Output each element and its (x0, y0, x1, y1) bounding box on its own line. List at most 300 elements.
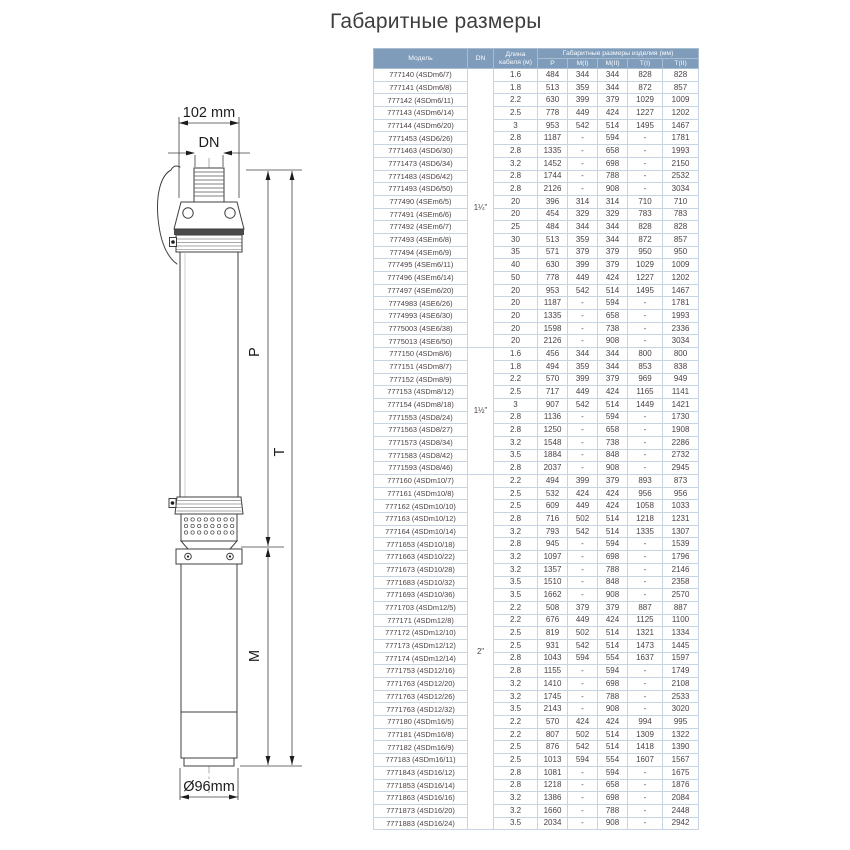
model-cell: 777174 (4SDm12/14) (374, 652, 468, 665)
value-cell: - (628, 678, 663, 691)
table-row (374, 665, 699, 678)
table-row (374, 411, 699, 424)
value-cell: 1218 (538, 779, 568, 792)
value-cell: 2037 (538, 462, 568, 475)
model-cell: 7771753 (4SD12/16) (374, 665, 468, 678)
value-cell: 908 (598, 183, 628, 196)
value-cell: 379 (598, 246, 628, 259)
column-header-dimensions-group: Габаритные размеры изделия (мм) (538, 49, 699, 59)
intake-screen (181, 514, 237, 541)
dn-cell: 2" (468, 475, 494, 830)
value-cell: 658 (598, 145, 628, 158)
table-header (374, 49, 699, 69)
value-cell: 630 (538, 94, 568, 107)
value-cell: 1009 (663, 259, 699, 272)
value-cell: 1335 (628, 525, 663, 538)
value-cell: - (568, 145, 598, 158)
model-cell: 777160 (4SDm10/7) (374, 475, 468, 488)
table-row (374, 563, 699, 576)
value-cell: 931 (538, 639, 568, 652)
lifting-ear-hole-left (183, 208, 193, 218)
value-cell: 950 (663, 246, 699, 259)
model-cell: 7771693 (4SD10/36) (374, 589, 468, 602)
table-row (374, 398, 699, 411)
value-cell: 3.2 (494, 157, 538, 170)
value-cell: 828 (663, 69, 699, 82)
model-cell: 7774993 (4SE6/30) (374, 310, 468, 323)
value-cell: 50 (494, 272, 538, 285)
model-cell: 777496 (4SEm6/14) (374, 272, 468, 285)
table-row (374, 754, 699, 767)
value-cell: 908 (598, 817, 628, 830)
model-cell: 777495 (4SEm6/11) (374, 259, 468, 272)
value-cell: - (568, 665, 598, 678)
value-cell: 1.8 (494, 360, 538, 373)
value-cell: 887 (628, 601, 663, 614)
value-cell: 3.2 (494, 436, 538, 449)
value-cell: 1058 (628, 500, 663, 513)
value-cell: 908 (598, 335, 628, 348)
value-cell: 20 (494, 335, 538, 348)
dim-label-m: M (247, 649, 263, 663)
value-cell: 502 (568, 513, 598, 526)
value-cell: 2.5 (494, 741, 538, 754)
value-cell: 3 (494, 398, 538, 411)
value-cell: 314 (598, 195, 628, 208)
table-row (374, 678, 699, 691)
value-cell: 2.8 (494, 652, 538, 665)
value-cell: 2945 (663, 462, 699, 475)
dim-label-diameter: Ø96mm (183, 779, 235, 795)
table-row (374, 424, 699, 437)
value-cell: - (628, 335, 663, 348)
value-cell: 2.5 (494, 627, 538, 640)
value-cell: 630 (538, 259, 568, 272)
value-cell: 424 (598, 386, 628, 399)
value-cell: - (628, 183, 663, 196)
value-cell: 1136 (538, 411, 568, 424)
value-cell: 1993 (663, 310, 699, 323)
value-cell: - (628, 804, 663, 817)
value-cell: 887 (663, 601, 699, 614)
value-cell: 396 (538, 195, 568, 208)
value-cell: 828 (628, 221, 663, 234)
value-cell: 344 (568, 221, 598, 234)
value-cell: 676 (538, 614, 568, 627)
value-cell: 514 (598, 398, 628, 411)
value-cell: - (568, 779, 598, 792)
table-row (374, 259, 699, 272)
column-header-p: P (538, 59, 568, 69)
value-cell: 2.8 (494, 513, 538, 526)
value-cell: 828 (628, 69, 663, 82)
value-cell: - (628, 766, 663, 779)
value-cell: 956 (663, 487, 699, 500)
value-cell: - (568, 678, 598, 691)
value-cell: 1307 (663, 525, 699, 538)
model-cell: 7771763 (4SD12/20) (374, 678, 468, 691)
value-cell: - (568, 589, 598, 602)
table-row (374, 703, 699, 716)
value-cell: - (568, 411, 598, 424)
value-cell: 2286 (663, 436, 699, 449)
table-row (374, 766, 699, 779)
value-cell: 1335 (538, 145, 568, 158)
table-row (374, 475, 699, 488)
value-cell: 872 (628, 233, 663, 246)
value-cell: 2942 (663, 817, 699, 830)
model-cell: 7771863 (4SD16/16) (374, 792, 468, 805)
value-cell: - (568, 703, 598, 716)
value-cell: 379 (598, 601, 628, 614)
table-row (374, 157, 699, 170)
table-row (374, 373, 699, 386)
model-cell: 7771453 (4SD6/26) (374, 132, 468, 145)
value-cell: 1418 (628, 741, 663, 754)
column-header-ti: T(I) (628, 59, 663, 69)
table-row (374, 627, 699, 640)
value-cell: - (628, 449, 663, 462)
value-cell: 3034 (663, 335, 699, 348)
lifting-ear-hole-right (225, 208, 235, 218)
value-cell: 3.2 (494, 792, 538, 805)
table-row (374, 322, 699, 335)
table-row (374, 487, 699, 500)
value-cell: 1357 (538, 563, 568, 576)
value-cell: 344 (568, 69, 598, 82)
value-cell: - (628, 589, 663, 602)
dimensions-table (373, 48, 699, 830)
value-cell: 1202 (663, 107, 699, 120)
value-cell: 1321 (628, 627, 663, 640)
value-cell: 783 (628, 208, 663, 221)
table-row (374, 183, 699, 196)
value-cell: 609 (538, 500, 568, 513)
value-cell: 542 (568, 525, 598, 538)
value-cell: 1227 (628, 107, 663, 120)
value-cell: 783 (663, 208, 699, 221)
value-cell: 344 (598, 348, 628, 361)
value-cell: 3.2 (494, 678, 538, 691)
value-cell: - (568, 436, 598, 449)
value-cell: 329 (598, 208, 628, 221)
value-cell: 1495 (628, 284, 663, 297)
value-cell: 40 (494, 259, 538, 272)
value-cell: 399 (568, 94, 598, 107)
value-cell: 1187 (538, 297, 568, 310)
value-cell: 1165 (628, 386, 663, 399)
value-cell: 1473 (628, 639, 663, 652)
value-cell: 1548 (538, 436, 568, 449)
value-cell: 513 (538, 233, 568, 246)
value-cell: 2.8 (494, 665, 538, 678)
dim-label-p: P (247, 347, 263, 357)
value-cell: 2.5 (494, 500, 538, 513)
value-cell: 788 (598, 804, 628, 817)
model-cell: 777163 (4SDm10/12) (374, 513, 468, 526)
value-cell: 570 (538, 373, 568, 386)
value-cell: - (628, 779, 663, 792)
value-cell: 2448 (663, 804, 699, 817)
value-cell: 2.5 (494, 386, 538, 399)
value-cell: 2126 (538, 335, 568, 348)
value-cell: 424 (598, 716, 628, 729)
value-cell: 20 (494, 310, 538, 323)
value-cell: - (568, 817, 598, 830)
value-cell: 514 (598, 284, 628, 297)
value-cell: 2570 (663, 589, 699, 602)
value-cell: 2.8 (494, 145, 538, 158)
motor-bottom-cap (184, 758, 234, 766)
value-cell: 508 (538, 601, 568, 614)
value-cell: - (628, 551, 663, 564)
model-cell: 7775003 (4SE6/38) (374, 322, 468, 335)
value-cell: 2.2 (494, 475, 538, 488)
value-cell: 1884 (538, 449, 568, 462)
dn-cell: 1¼" (468, 69, 494, 348)
table-row (374, 817, 699, 830)
model-cell: 7771673 (4SD10/28) (374, 563, 468, 576)
value-cell: 359 (568, 233, 598, 246)
value-cell: 424 (598, 487, 628, 500)
value-cell: 1607 (628, 754, 663, 767)
value-cell: 956 (628, 487, 663, 500)
value-cell: - (628, 462, 663, 475)
value-cell: 1796 (663, 551, 699, 564)
value-cell: 424 (598, 272, 628, 285)
value-cell: 542 (568, 119, 598, 132)
value-cell: 399 (568, 259, 598, 272)
value-cell: 1390 (663, 741, 699, 754)
model-cell: 7771553 (4SD8/24) (374, 411, 468, 424)
value-cell: 3.2 (494, 804, 538, 817)
value-cell: 456 (538, 348, 568, 361)
model-cell: 7771683 (4SD10/32) (374, 576, 468, 589)
value-cell: 359 (568, 360, 598, 373)
value-cell: 3.2 (494, 525, 538, 538)
value-cell: 484 (538, 69, 568, 82)
model-cell: 777493 (4SEm6/8) (374, 233, 468, 246)
value-cell: 995 (663, 716, 699, 729)
value-cell: 658 (598, 424, 628, 437)
value-cell: 893 (628, 475, 663, 488)
value-cell: 1218 (628, 513, 663, 526)
table-row (374, 525, 699, 538)
model-cell: 7771493 (4SD6/50) (374, 183, 468, 196)
value-cell: 1539 (663, 538, 699, 551)
table-row (374, 741, 699, 754)
table-row (374, 551, 699, 564)
value-cell: 1598 (538, 322, 568, 335)
value-cell: 2108 (663, 678, 699, 691)
value-cell: 3 (494, 119, 538, 132)
value-cell: - (568, 766, 598, 779)
value-cell: 494 (538, 475, 568, 488)
value-cell: 20 (494, 284, 538, 297)
model-cell: 777171 (4SDm12/8) (374, 614, 468, 627)
table-row (374, 284, 699, 297)
value-cell: 449 (568, 500, 598, 513)
value-cell: - (568, 804, 598, 817)
value-cell: - (568, 792, 598, 805)
value-cell: - (628, 576, 663, 589)
table-row (374, 195, 699, 208)
value-cell: - (628, 411, 663, 424)
value-cell: 454 (538, 208, 568, 221)
table-row (374, 272, 699, 285)
table-row (374, 348, 699, 361)
value-cell: 1043 (538, 652, 568, 665)
model-cell: 7771473 (4SD6/34) (374, 157, 468, 170)
model-cell: 777492 (4SEm6/7) (374, 221, 468, 234)
value-cell: - (568, 322, 598, 335)
value-cell: 344 (598, 69, 628, 82)
model-cell: 777491 (4SEm6/6) (374, 208, 468, 221)
column-header-cable: Длина кабеля (м) (494, 49, 538, 69)
value-cell: 1744 (538, 170, 568, 183)
value-cell: 514 (598, 513, 628, 526)
clamp-band-bottom (175, 497, 243, 514)
model-cell: 777181 (4SDm16/8) (374, 728, 468, 741)
value-cell: 514 (598, 728, 628, 741)
value-cell: 594 (598, 538, 628, 551)
value-cell: 950 (628, 246, 663, 259)
value-cell: 594 (598, 132, 628, 145)
table-row (374, 513, 699, 526)
value-cell: 2.5 (494, 487, 538, 500)
value-cell: 2.8 (494, 183, 538, 196)
table-row (374, 436, 699, 449)
value-cell: 1597 (663, 652, 699, 665)
column-header-dn: DN (468, 49, 494, 69)
value-cell: - (628, 563, 663, 576)
value-cell: 532 (538, 487, 568, 500)
table-row (374, 310, 699, 323)
table-row (374, 335, 699, 348)
value-cell: 30 (494, 233, 538, 246)
value-cell: 424 (598, 500, 628, 513)
value-cell: 1125 (628, 614, 663, 627)
value-cell: 2.8 (494, 766, 538, 779)
value-cell: 379 (568, 246, 598, 259)
value-cell: 449 (568, 272, 598, 285)
table-row (374, 69, 699, 82)
value-cell: 716 (538, 513, 568, 526)
model-cell: 777153 (4SDm8/12) (374, 386, 468, 399)
table-row (374, 576, 699, 589)
model-cell: 7771663 (4SD10/22) (374, 551, 468, 564)
pump-body (180, 252, 238, 497)
value-cell: - (628, 792, 663, 805)
table-row (374, 386, 699, 399)
value-cell: 969 (628, 373, 663, 386)
model-cell: 7771873 (4SD16/20) (374, 804, 468, 817)
value-cell: 738 (598, 322, 628, 335)
value-cell: - (568, 551, 598, 564)
value-cell: 3034 (663, 183, 699, 196)
value-cell: 873 (663, 475, 699, 488)
column-header-mii: M(II) (598, 59, 628, 69)
model-cell: 7771853 (4SD16/14) (374, 779, 468, 792)
value-cell: 379 (598, 475, 628, 488)
value-cell: 1231 (663, 513, 699, 526)
table-row (374, 208, 699, 221)
value-cell: 2.8 (494, 779, 538, 792)
value-cell: - (628, 297, 663, 310)
value-cell: 1029 (628, 259, 663, 272)
value-cell: 807 (538, 728, 568, 741)
value-cell: 594 (598, 411, 628, 424)
value-cell: 788 (598, 563, 628, 576)
value-cell: 570 (538, 716, 568, 729)
value-cell: 449 (568, 614, 598, 627)
value-cell: 2143 (538, 703, 568, 716)
value-cell: 542 (568, 741, 598, 754)
model-cell: 7771653 (4SD10/18) (374, 538, 468, 551)
model-cell: 777180 (4SDm16/5) (374, 716, 468, 729)
model-cell: 777164 (4SDm10/14) (374, 525, 468, 538)
value-cell: 857 (663, 81, 699, 94)
value-cell: 1445 (663, 639, 699, 652)
value-cell: 3020 (663, 703, 699, 716)
value-cell: - (628, 157, 663, 170)
model-cell: 7775013 (4SE6/50) (374, 335, 468, 348)
table-row (374, 81, 699, 94)
value-cell: 2150 (663, 157, 699, 170)
value-cell: 514 (598, 627, 628, 640)
value-cell: 848 (598, 576, 628, 589)
value-cell: 945 (538, 538, 568, 551)
value-cell: - (568, 310, 598, 323)
value-cell: 1335 (538, 310, 568, 323)
value-cell: 424 (568, 716, 598, 729)
model-cell: 777490 (4SEm6/5) (374, 195, 468, 208)
value-cell: 698 (598, 678, 628, 691)
dim-label-102mm: 102 mm (182, 105, 236, 121)
value-cell: 1660 (538, 804, 568, 817)
value-cell: - (568, 449, 598, 462)
table-row (374, 589, 699, 602)
table-row (374, 716, 699, 729)
value-cell: - (628, 703, 663, 716)
model-cell: 7771463 (4SD6/30) (374, 145, 468, 158)
table-row (374, 132, 699, 145)
value-cell: 2.2 (494, 716, 538, 729)
value-cell: 594 (568, 754, 598, 767)
value-cell: 344 (598, 233, 628, 246)
table-row (374, 652, 699, 665)
model-cell: 7771883 (4SD16/24) (374, 817, 468, 830)
value-cell: 1100 (663, 614, 699, 627)
thread-hatch (194, 172, 224, 196)
table-row (374, 500, 699, 513)
model-cell: 7771763 (4SD12/26) (374, 690, 468, 703)
value-cell: 908 (598, 462, 628, 475)
value-cell: 314 (568, 195, 598, 208)
value-cell: 1386 (538, 792, 568, 805)
value-cell: 20 (494, 322, 538, 335)
value-cell: - (628, 538, 663, 551)
value-cell: 20 (494, 297, 538, 310)
model-cell: 777152 (4SDm8/9) (374, 373, 468, 386)
value-cell: - (628, 170, 663, 183)
table-row (374, 170, 699, 183)
table-row (374, 462, 699, 475)
value-cell: 424 (598, 614, 628, 627)
dimensions-table-container (373, 48, 699, 830)
value-cell: 2.8 (494, 424, 538, 437)
value-cell: 502 (568, 728, 598, 741)
